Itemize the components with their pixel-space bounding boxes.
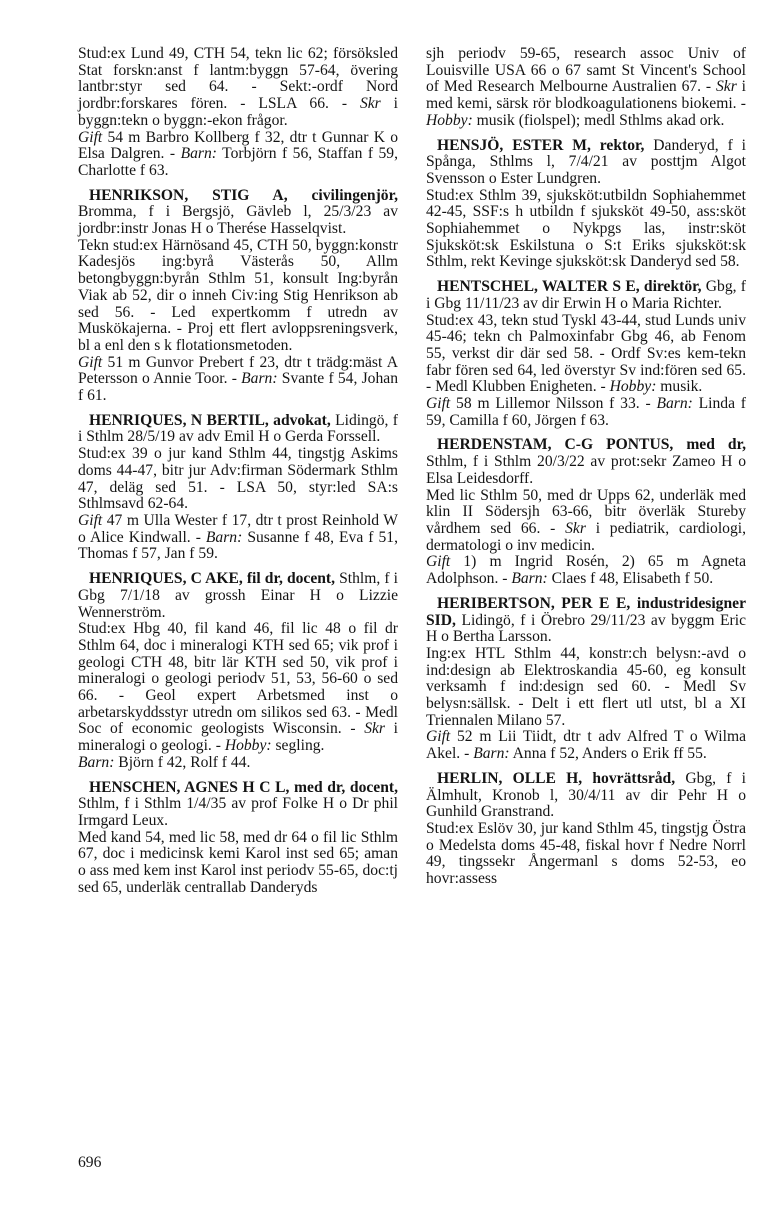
entry-family: Gift 1) m Ingrid Rosén, 2) 65 m Agneta Adolphson. - Barn: Claes f 48, Elisabeth f 50. <box>426 553 746 588</box>
entry-family: Gift 51 m Gunvor Prebert f 23, dtr t trädg:mäst A Petersson o Annie Toor. - Barn: Svante f 54, Johan f 61. <box>78 353 398 405</box>
entry-name: HENSJÖ, ESTER M, <box>437 136 591 154</box>
entry-name: HENRIQUES, C AKE, <box>89 570 243 588</box>
entry-name: HERLIN, OLLE H, <box>437 769 583 787</box>
entry-heading: HENRIKSON, STIG A, civilingenjör, Bromma, f i Bergsjö, Gävleb l, 25/3/23 av jordbr:instr Jonas H o Therése Hasselqvist. <box>78 186 398 238</box>
entry-family: Gift 58 m Lillemor Nilsson f 33. - Barn: Linda f 59, Camilla f 60, Jörgen f 63. <box>426 395 746 429</box>
entry-occupation: med dr, docent, <box>289 778 398 796</box>
entry-herdenstam <box>426 437 746 587</box>
entry-heading: HENSJÖ, ESTER M, rektor, Danderyd, f i Spånga, Sthlms l, 7/4/21 av posttjm Algot Svensson o Ester Lundgren. <box>426 136 746 187</box>
entry-body: Med kand 54, med lic 58, med dr 64 o fil lic Sthlm 67, doc i medicinsk kemi Karol inst sed 65; aman o ass med kem inst Karol inst periodv 55-65, doc:tj sed 65, underläk centrallab Danderyds <box>78 828 398 896</box>
entry-name: HENTSCHEL, WALTER S E, <box>437 278 640 296</box>
entry-occupation: med dr, <box>673 436 746 454</box>
entry-occupation: hovrättsråd, <box>582 769 676 787</box>
entry-heribertson <box>426 596 746 763</box>
entry-body: Stud:ex Lund 49, CTH 54, tekn lic 62; försöksled Stat forskn:anst f lantm:byggn 57-64, övering lantbr:styr sed 64. - Sekt:-ordf Nord jordbr:forskares fören. - LSLA 66. - Skr i byggn:tekn o byggn:-ekon frågor. <box>78 45 398 129</box>
entry-name: HERDENSTAM, C-G PONTUS, <box>437 436 674 454</box>
entry-occupation: advokat, <box>268 411 331 429</box>
entry-body: Stud:ex 43, tekn stud Tyskl 43-44, stud Lunds univ 45-46; tekn ch Palmoxinfabr Gbg 46, ab Fenom 55, verkst dir där sed 58. - Ordf Sv:es kem-tekn fabr fören sed 64, led överstyr Sv ind:fören sed 65. - Medl Klubben Enigheten. - Hobby: musik. <box>426 311 746 396</box>
entry-heading: HERLIN, OLLE H, hovrättsråd, Gbg, f i Älmhult, Kronob l, 30/4/11 av dir Pehr H o Gunhild Granstrand. <box>426 769 746 821</box>
entry-continued <box>78 46 398 180</box>
page-number: 696 <box>78 1154 102 1171</box>
entry-body: Med lic Sthlm 50, med dr Upps 62, underläk med klin II Södersjh 63-66, bitr överläk Stureby vårdhem sed 66. - Skr i pediatrik, cardiologi, dermatologi o inv medicin. <box>426 486 747 554</box>
entry-hensjo <box>426 138 746 272</box>
entry-occupation: direktör, <box>639 278 702 296</box>
entry-body: Ing:ex HTL Sthlm 44, konstr:ch belysn:-avd o ind:design ab Elektroskandia 45-60, eg konsult verksamh f ind:design sed 60. - Medl Sv belysn:sällsk. - Delt i ett flert utl utst, bl a XI Triennalen Milano 57. <box>426 644 746 729</box>
entry-body: sjh periodv 59-65, research assoc Univ of Louisville USA 66 o 67 samt St Vincent's School of Med Research Melbourne Australien 67. - Skr i med kemi, särsk rör blodkoagulationens biokemi. - Hobby: musik (fiolspel); medl Sthlms akad ork. <box>426 45 746 129</box>
entry-occupation: fil dr, docent, <box>242 570 336 588</box>
entry-heading: HERDENSTAM, C-G PONTUS, med dr, Sthlm, f i Sthlm 20/3/22 av prot:sekr Zameo H o Elsa Leidesdorff. <box>426 436 746 487</box>
entry-family: Gift 54 m Barbro Kollberg f 32, dtr t Gunnar K o Elsa Dalgren. - Barn: Torbjörn f 56, Staffan f 59, Charlotte f 63. <box>78 128 399 179</box>
entry-family: Gift 47 m Ulla Wester f 17, dtr t prost Reinhold W o Alice Kindwall. - Barn: Susanne f 48, Eva f 51, Thomas f 57, Jan f 59. <box>78 511 398 563</box>
entry-family: Gift 52 m Lii Tiidt, dtr t adv Alfred T o Wilma Akel. - Barn: Anna f 52, Anders o Erik ff 55. <box>426 728 746 763</box>
entry-heading: HENRIQUES, C AKE, fil dr, docent, Sthlm, f i Gbg 7/1/18 av grossh Einar H o Lizzie Wennerström. <box>78 570 398 621</box>
entry-family: Barn: Björn f 42, Rolf f 44. <box>78 753 251 771</box>
entry-henschen-continued <box>426 46 746 130</box>
entry-henschen <box>78 780 398 897</box>
entry-occupation: civilingenjör, <box>287 186 398 204</box>
entry-henriques-c-ake <box>78 571 398 771</box>
entry-body: Stud:ex Eslöv 30, jur kand Sthlm 45, tingstjg Östra o Medelsta doms 45-48, fiskal hovr f Nedre Norrl 49, tingssekr Ångermanl s doms 52-53, eo hovr:assess <box>426 819 746 888</box>
entry-name: HENRIQUES, N BERTIL, <box>89 411 269 429</box>
entry-hentschel <box>426 279 746 429</box>
entry-name: HENRIKSON, STIG A, <box>89 186 288 204</box>
entry-occupation: rektor, <box>590 136 645 154</box>
entry-henriques-n-bertil <box>78 413 398 563</box>
entry-heading: HERIBERTSON, PER E E, industridesigner SID, Lidingö, f i Örebro 29/11/23 av byggm Eric H o Bertha Larsson. <box>426 594 746 646</box>
entry-body: Stud:ex Hbg 40, fil kand 46, fil lic 48 o fil dr Sthlm 64, doc i mineralogi KTH sed 65; vik prof i geologi CTH 48, bitr lär KTH sed 50, vik prof i mineralogi o geologi periodv 51, 53, 56-60 o sed 66. - Geol expert Arbetsmed inst o arbetarskyddsstyr utredn om silikos sed 63. - Medl Soc of economic geologists Wisconsin. - Skr i mineralogi o geologi. - Hobby: segling. <box>78 620 398 755</box>
entry-body: Stud:ex 39 o jur kand Sthlm 44, tingstjg Askims doms 44-47, bitr jur Adv:firman Södermark Sthlm 47, deläg sed 51. - LSA 50, styr:led SA:s Sthlmsavd 62-64. <box>78 445 398 513</box>
entry-body: Stud:ex Sthlm 39, sjuksköt:utbildn Sophiahemmet 42-45, SSF:s h utbildn f sjuksköt 49-50, ass:sköt Sophiahemmet o Nykpgs las, instr:sköt Sjuksköt:sk Eskilstuna o S:t Eriks sjuksköt:sk Sthlm, rekt Kevinge sjuksköt:sk Danderyd sed 58. <box>426 186 746 271</box>
left-column <box>78 46 398 904</box>
entry-body: Tekn stud:ex Härnösand 45, CTH 50, byggn:konstr Kadesjös ing:byrå Västerås 50, Allm betongbyggn:byrån Sthlm 51, konsult Ing:byrån Viak ab 52, dir o inneh Civ:ing Stig Henrikson ab sed 56. - Led expertkomm f utredn av Muskökajerna. - Proj ett flert avloppsreningsverk, bl a enl den s k flotationsmetoden. <box>78 236 398 354</box>
entry-heading: HENRIQUES, N BERTIL, advokat, Lidingö, f i Sthlm 28/5/19 av adv Emil H o Gerda Forssell. <box>78 411 398 446</box>
entry-name: HENSCHEN, AGNES H C L, <box>89 778 290 796</box>
entry-name: HERIBERTSON, PER E E, <box>437 594 631 612</box>
entry-heading: HENSCHEN, AGNES H C L, med dr, docent, Sthlm, f i Sthlm 1/4/35 av prof Folke H o Dr phil Irmgard Leux. <box>78 778 398 829</box>
entry-occupation: industridesigner SID, <box>426 594 746 629</box>
entry-heading: HENTSCHEL, WALTER S E, direktör, Gbg, f i Gbg 11/11/23 av dir Erwin H o Maria Richter. <box>426 278 747 312</box>
right-column <box>426 46 746 896</box>
entry-henrikson <box>78 188 398 405</box>
entry-herlin <box>426 771 746 888</box>
